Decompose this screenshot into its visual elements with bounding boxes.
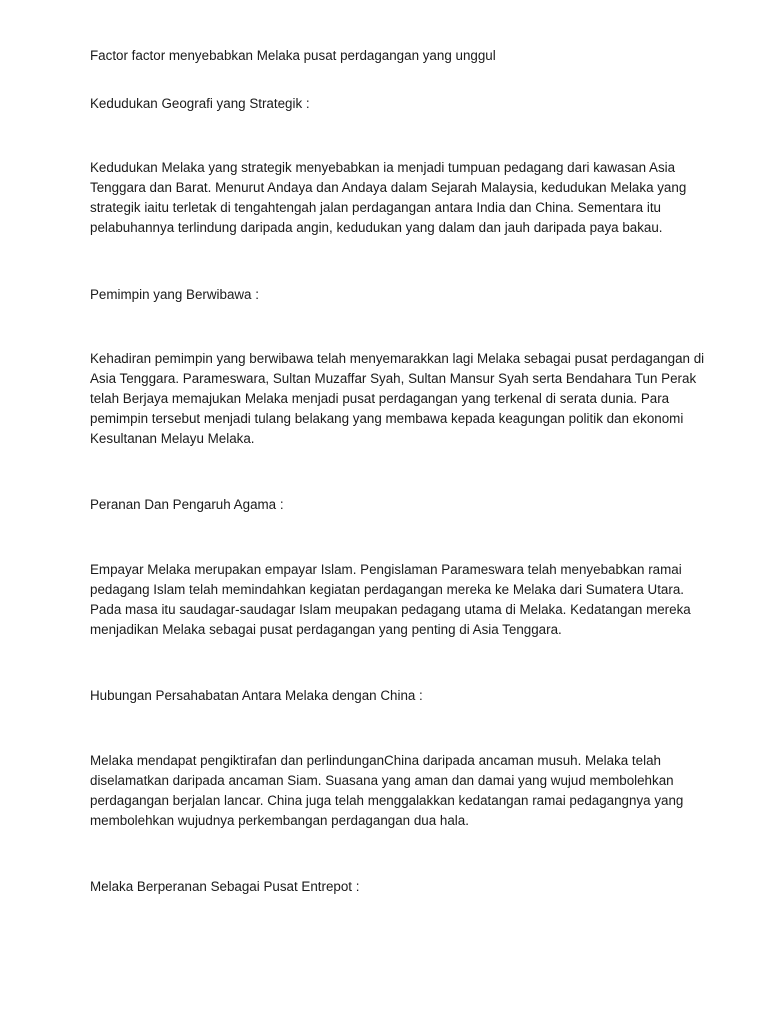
paragraph-line: perdagangan berjalan lancar. China juga telah menggalakkan kedatangan ramai pedagangnya yang [90, 793, 684, 808]
paragraph-line: Tenggara dan Barat. Menurut Andaya dan Andaya dalam Sejarah Malaysia, kedudukan Melaka yang [90, 180, 687, 195]
paragraph-line: telah Berjaya memajukan Melaka menjadi pusat perdagangan yang terkenal di serata dunia. Para [90, 391, 670, 406]
paragraph-line: Pada masa itu saudagar-saudagar Islam meupakan pedagang utama di Melaka. Kedatangan mereka [90, 602, 691, 617]
section-heading: Pemimpin yang Berwibawa : [90, 287, 259, 302]
paragraph-line: menjadikan Melaka sebagai pusat perdagangan yang penting di Asia Tenggara. [90, 622, 562, 637]
paragraph-line: Kesultanan Melayu Melaka. [90, 431, 255, 446]
paragraph-line: pelabuhannya terlindung daripada angin, kedudukan yang dalam dan jauh daripada paya bakau. [90, 220, 663, 235]
paragraph-line: pedagang Islam telah memindahkan kegiatan perdagangan mereka ke Melaka dari Sumatera Utara. [90, 582, 685, 597]
paragraph-line: Empayar Melaka merupakan empayar Islam. Pengislaman Parameswara telah menyebabkan ramai [90, 562, 682, 577]
paragraph-line: Melaka mendapat pengiktirafan dan perlindunganChina daripada ancaman musuh. Melaka telah [90, 753, 661, 768]
paragraph-line: pemimpin tersebut menjadi tulang belakang yang membawa kepada keagungan politik dan ekonomi [90, 411, 684, 426]
document-title: Factor factor menyebabkan Melaka pusat perdagangan yang unggul [90, 48, 496, 63]
section-heading: Hubungan Persahabatan Antara Melaka dengan China : [90, 688, 423, 703]
section-heading: Peranan Dan Pengaruh Agama : [90, 497, 284, 512]
section-heading: Melaka Berperanan Sebagai Pusat Entrepot : [90, 879, 360, 894]
paragraph-line: membolehkan wujudnya perkembangan perdagangan dua hala. [90, 813, 469, 828]
paragraph-line: Kedudukan Melaka yang strategik menyebabkan ia menjadi tumpuan pedagang dari kawasan Asia [90, 160, 676, 175]
paragraph-line: diselamatkan daripada ancaman Siam. Suasana yang aman dan damai yang wujud membolehkan [90, 773, 674, 788]
paragraph-line: strategik iaitu terletak di tengahtengah jalan perdagangan antara India dan China. Sementara itu [90, 200, 661, 215]
paragraph-line: Asia Tenggara. Parameswara, Sultan Muzaffar Syah, Sultan Mansur Syah serta Bendahara Tun Perak [90, 371, 697, 386]
section-heading: Kedudukan Geografi yang Strategik : [90, 96, 310, 111]
paragraph-line: Kehadiran pemimpin yang berwibawa telah menyemarakkan lagi Melaka sebagai pusat perdagangan di [90, 351, 705, 366]
